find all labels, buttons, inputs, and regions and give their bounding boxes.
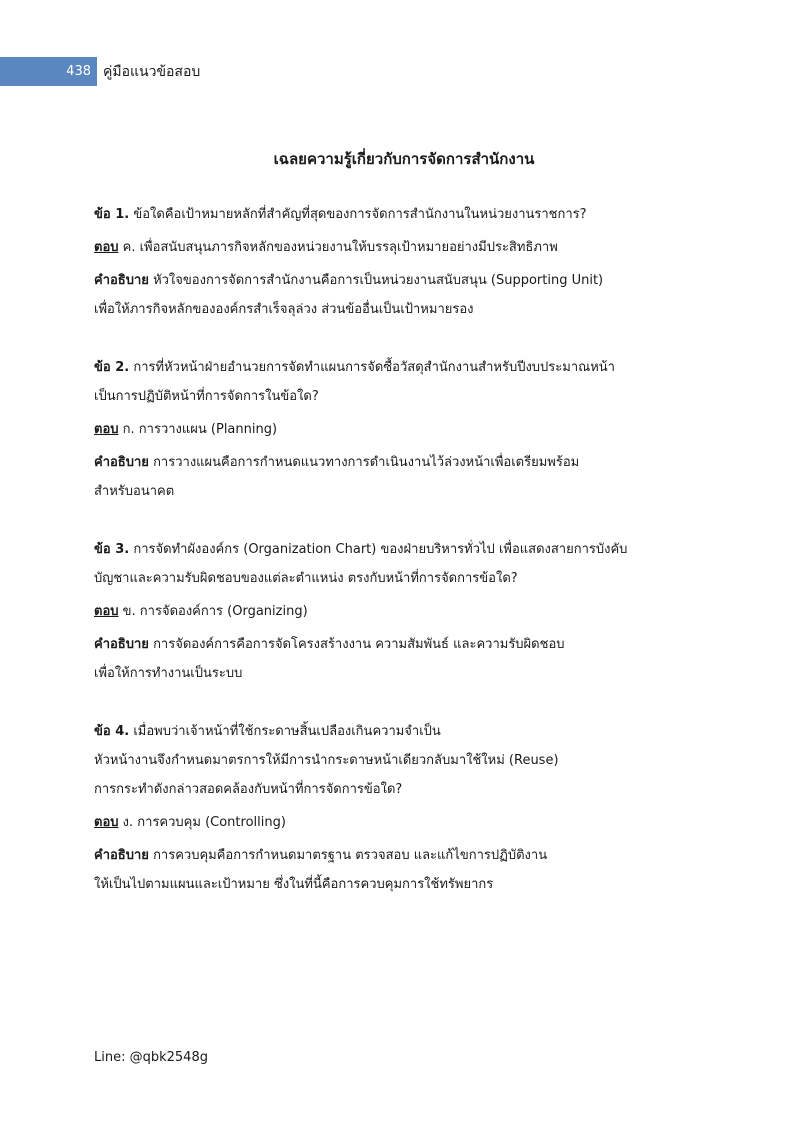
question-line: การที่หัวหน้าฝ่ายอำนวยการจัดทำแผนการจัดซื้อวัสดุสำนักงานสำหรับปีงบประมาณหน้า [133, 360, 615, 375]
page-title: เฉลยความรู้เกี่ยวกับการจัดการสำนักงาน [273, 150, 535, 168]
question-block [94, 353, 714, 506]
answer-text: ค. เพื่อสนับสนุนภารกิจหลักของหน่วยงานให้บรรลุเป้าหมายอย่างมีประสิทธิภาพ [122, 240, 558, 255]
explanation-label: คำอธิบาย [94, 273, 149, 288]
question-block [94, 717, 714, 899]
answer-text: ง. การควบคุม (Controlling) [122, 815, 286, 830]
explanation-label: คำอธิบาย [94, 848, 149, 863]
answer-label: ตอบ [94, 604, 119, 619]
answer [94, 597, 714, 626]
explanation-line: เพื่อให้การทำงานเป็นระบบ [94, 666, 243, 681]
answer [94, 233, 714, 262]
explanation-line: การจัดองค์การคือการจัดโครงสร้างงาน ความสัมพันธ์ และความรับผิดชอบ [153, 637, 565, 652]
answer-label: ตอบ [94, 815, 119, 830]
book-title: คู่มือแนวข้อสอบ [103, 64, 201, 80]
answer-text: ข. การจัดองค์การ (Organizing) [122, 604, 308, 619]
explanation [94, 266, 714, 324]
question-line: เมื่อพบว่าเจ้าหน้าที่ใช้กระดาษสิ้นเปลืองเกินความจำเป็น [133, 724, 441, 739]
answer-text: ก. การวางแผน (Planning) [122, 422, 278, 437]
question-line: หัวหน้างานจึงกำหนดมาตรการให้มีการนำกระดาษหน้าเดียวกลับมาใช้ใหม่ (Reuse) [94, 753, 559, 768]
question-label: ข้อ 2. [94, 360, 130, 375]
answer [94, 808, 714, 837]
explanation-line: การวางแผนคือการกำหนดแนวทางการดำเนินงานไว้ล่วงหน้าเพื่อเตรียมพร้อม [153, 455, 580, 470]
explanation-line: เพื่อให้ภารกิจหลักขององค์กรสำเร็จลุล่วง ส่วนข้ออื่นเป็นเป้าหมายรอง [94, 302, 474, 317]
question-label: ข้อ 4. [94, 724, 130, 739]
answer-label: ตอบ [94, 422, 119, 437]
question-label: ข้อ 3. [94, 542, 130, 557]
header-band [0, 57, 97, 86]
page-number: 438 [66, 64, 91, 79]
document-body [94, 148, 714, 928]
explanation-line: ให้เป็นไปตามแผนและเป้าหมาย ซึ่งในที่นี้คือการควบคุมการใช้ทรัพยากร [94, 877, 494, 892]
explanation-label: คำอธิบาย [94, 455, 149, 470]
question-text [94, 535, 714, 593]
answer [94, 415, 714, 444]
question-line: เป็นการปฏิบัติหน้าที่การจัดการในข้อใด? [94, 389, 319, 404]
explanation-label: คำอธิบาย [94, 637, 149, 652]
explanation [94, 630, 714, 688]
question-line: ข้อใดคือเป้าหมายหลักที่สำคัญที่สุดของการจัดการสำนักงานในหน่วยงานราชการ? [133, 207, 587, 222]
question-text [94, 200, 714, 229]
question-block [94, 200, 714, 324]
question-line: การกระทำดังกล่าวสอดคล้องกับหน้าที่การจัดการข้อใด? [94, 782, 403, 797]
question-text [94, 353, 714, 411]
answer-label: ตอบ [94, 240, 119, 255]
question-line: บัญชาและความรับผิดชอบของแต่ละตำแหน่ง ตรงกับหน้าที่การจัดการข้อใด? [94, 571, 518, 586]
explanation-line: สำหรับอนาคต [94, 484, 175, 499]
explanation-line: การควบคุมคือการกำหนดมาตรฐาน ตรวจสอบ และแก้ไขการปฏิบัติงาน [153, 848, 548, 863]
question-label: ข้อ 1. [94, 207, 130, 222]
explanation [94, 448, 714, 506]
question-text [94, 717, 714, 804]
question-line: การจัดทำผังองค์กร (Organization Chart) ของฝ่ายบริหารทั่วไป เพื่อแสดงสายการบังคับ [133, 542, 628, 557]
explanation-line: หัวใจของการจัดการสำนักงานคือการเป็นหน่วยงานสนับสนุน (Supporting Unit) [153, 273, 604, 288]
explanation [94, 841, 714, 899]
question-block [94, 535, 714, 688]
footer-contact: Line: @qbk2548g [94, 1050, 208, 1065]
